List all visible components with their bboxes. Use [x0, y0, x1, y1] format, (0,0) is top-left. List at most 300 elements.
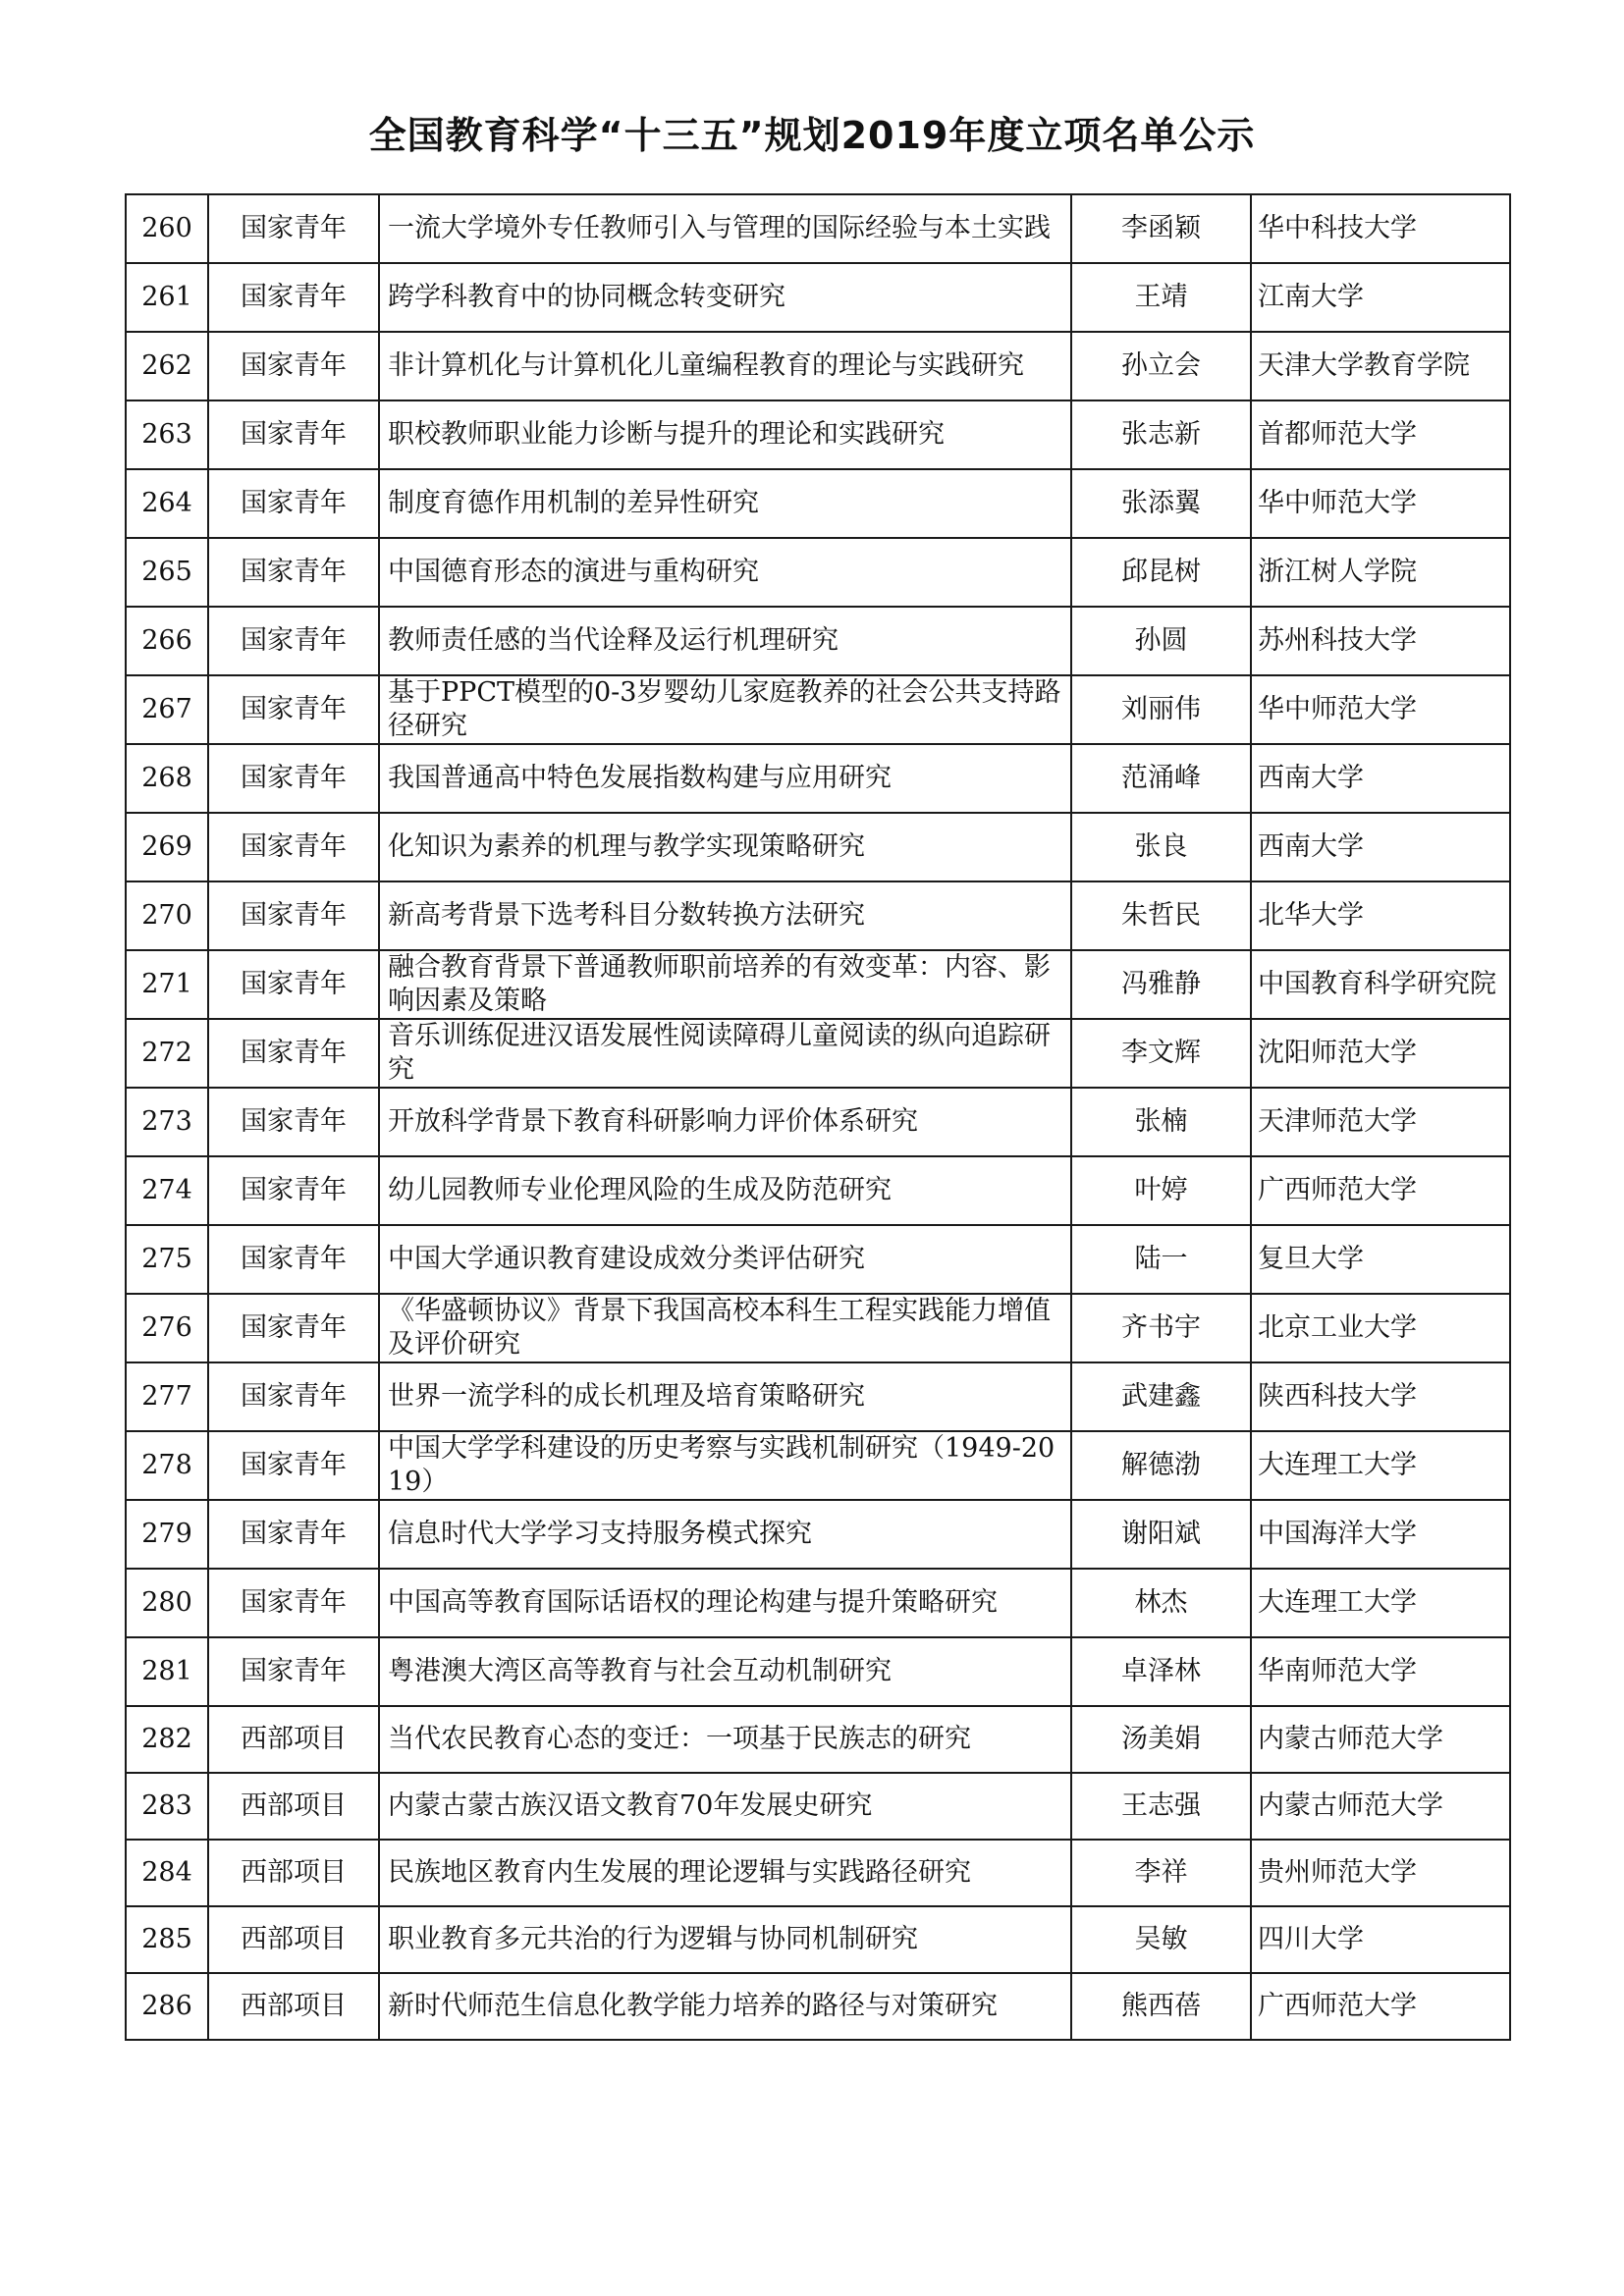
- row-category-text: 西部项目: [241, 1724, 347, 1754]
- row-project-title: [379, 1840, 1071, 1906]
- row-category: [208, 1156, 379, 1225]
- row-principal-investigator-text: 李函颖: [1121, 213, 1201, 243]
- row-institution: [1251, 1431, 1510, 1500]
- row-institution-text: 复旦大学: [1258, 1244, 1364, 1274]
- row-number-text: 278: [141, 1450, 192, 1480]
- row-principal-investigator-text: 熊西蓓: [1121, 1991, 1201, 2021]
- row-principal-investigator-text: 汤美娟: [1121, 1724, 1201, 1754]
- row-institution-text: 北华大学: [1258, 900, 1364, 931]
- row-number: [126, 538, 208, 607]
- row-principal-investigator-text: 卓泽林: [1121, 1656, 1201, 1686]
- row-category: [208, 675, 379, 744]
- row-principal-investigator: [1071, 1906, 1251, 1973]
- row-principal-investigator: [1071, 194, 1251, 263]
- row-project-title: [379, 469, 1071, 538]
- row-institution: [1251, 950, 1510, 1019]
- row-project-title-text: 制度育德作用机制的差异性研究: [388, 488, 759, 518]
- row-number-text: 266: [141, 625, 192, 656]
- row-institution: [1251, 1706, 1510, 1773]
- table-row: [126, 1088, 1510, 1156]
- table-row: [126, 950, 1510, 1019]
- row-category: [208, 469, 379, 538]
- row-number-text: 276: [141, 1312, 192, 1343]
- row-project-title: [379, 1019, 1071, 1088]
- row-institution-text: 沈阳师范大学: [1258, 1038, 1417, 1068]
- row-category: [208, 1637, 379, 1706]
- row-institution: [1251, 675, 1510, 744]
- row-principal-investigator: [1071, 1156, 1251, 1225]
- row-institution-text: 大连理工大学: [1258, 1587, 1417, 1618]
- row-institution: [1251, 1906, 1510, 1973]
- row-project-title-text: 新时代师范生信息化教学能力培养的路径与对策研究: [388, 1991, 998, 2021]
- row-project-title: [379, 950, 1071, 1019]
- table-row: [126, 1431, 1510, 1500]
- row-category: [208, 400, 379, 469]
- row-project-title-text: 中国德育形态的演进与重构研究: [388, 557, 759, 587]
- row-institution-text: 贵州师范大学: [1258, 1857, 1417, 1888]
- row-category-text: 西部项目: [241, 1991, 347, 2021]
- row-principal-investigator: [1071, 1569, 1251, 1637]
- row-institution: [1251, 607, 1510, 675]
- row-principal-investigator: [1071, 1294, 1251, 1362]
- row-category: [208, 744, 379, 813]
- row-project-title-text: 中国大学学科建设的历史考察与实践机制研究（1949-2019）: [388, 1433, 1056, 1497]
- row-project-title: [379, 1500, 1071, 1569]
- row-project-title-text: 幼儿园教师专业伦理风险的生成及防范研究: [388, 1175, 892, 1205]
- row-number-text: 270: [141, 900, 192, 931]
- row-principal-investigator: [1071, 1088, 1251, 1156]
- row-number-text: 264: [141, 488, 192, 518]
- row-number-text: 261: [141, 282, 192, 312]
- row-institution-text: 广西师范大学: [1258, 1175, 1417, 1205]
- row-category-text: 国家青年: [241, 900, 347, 931]
- table-row: [126, 263, 1510, 332]
- row-institution-text: 中国教育科学研究院: [1258, 969, 1496, 999]
- row-principal-investigator-text: 解德渤: [1121, 1450, 1201, 1480]
- row-principal-investigator-text: 邱昆树: [1121, 557, 1201, 587]
- row-category-text: 国家青年: [241, 694, 347, 724]
- table-row: [126, 675, 1510, 744]
- row-project-title: [379, 1637, 1071, 1706]
- row-institution-text: 华中师范大学: [1258, 488, 1417, 518]
- row-project-title: [379, 1906, 1071, 1973]
- row-category: [208, 1500, 379, 1569]
- row-institution: [1251, 538, 1510, 607]
- row-institution: [1251, 744, 1510, 813]
- table-row: [126, 400, 1510, 469]
- row-project-title: [379, 1973, 1071, 2040]
- row-institution: [1251, 1225, 1510, 1294]
- row-number-text: 260: [141, 213, 192, 243]
- row-number: [126, 813, 208, 881]
- table-row: [126, 881, 1510, 950]
- row-institution-text: 江南大学: [1258, 282, 1364, 312]
- row-institution: [1251, 1088, 1510, 1156]
- row-project-title: [379, 194, 1071, 263]
- row-category-text: 国家青年: [241, 763, 347, 793]
- row-project-title: [379, 1362, 1071, 1431]
- row-institution: [1251, 263, 1510, 332]
- row-institution-text: 广西师范大学: [1258, 1991, 1417, 2021]
- row-principal-investigator-text: 谢阳斌: [1121, 1519, 1201, 1549]
- row-number: [126, 400, 208, 469]
- row-principal-investigator-text: 武建鑫: [1121, 1381, 1201, 1412]
- row-category: [208, 263, 379, 332]
- row-principal-investigator: [1071, 1840, 1251, 1906]
- row-category: [208, 950, 379, 1019]
- row-category-text: 西部项目: [241, 1857, 347, 1888]
- row-number-text: 265: [141, 557, 192, 587]
- row-principal-investigator-text: 张楠: [1134, 1106, 1188, 1137]
- row-institution: [1251, 1569, 1510, 1637]
- row-principal-investigator-text: 张良: [1134, 831, 1188, 862]
- row-institution: [1251, 1840, 1510, 1906]
- row-principal-investigator: [1071, 1019, 1251, 1088]
- row-institution: [1251, 469, 1510, 538]
- row-number: [126, 1840, 208, 1906]
- row-number-text: 268: [141, 763, 192, 793]
- table-row: [126, 1156, 1510, 1225]
- row-category-text: 国家青年: [241, 1656, 347, 1686]
- row-number: [126, 1906, 208, 1973]
- row-institution-text: 华南师范大学: [1258, 1656, 1417, 1686]
- row-principal-investigator-text: 冯雅静: [1121, 969, 1201, 999]
- row-category-text: 国家青年: [241, 1038, 347, 1068]
- row-institution: [1251, 400, 1510, 469]
- row-principal-investigator: [1071, 1773, 1251, 1840]
- row-number: [126, 1973, 208, 2040]
- row-principal-investigator-text: 李祥: [1134, 1857, 1188, 1888]
- row-project-title-text: 内蒙古蒙古族汉语文教育70年发展史研究: [388, 1790, 873, 1821]
- table-row: [126, 1569, 1510, 1637]
- row-institution-text: 中国海洋大学: [1258, 1519, 1417, 1549]
- table-row: [126, 1637, 1510, 1706]
- row-principal-investigator: [1071, 1362, 1251, 1431]
- row-number: [126, 1225, 208, 1294]
- row-project-title-text: 中国大学通识教育建设成效分类评估研究: [388, 1244, 865, 1274]
- row-principal-investigator: [1071, 813, 1251, 881]
- table-row: [126, 332, 1510, 400]
- row-project-title: [379, 332, 1071, 400]
- row-principal-investigator-text: 范涌峰: [1121, 763, 1201, 793]
- row-principal-investigator-text: 李文辉: [1121, 1038, 1201, 1068]
- row-category-text: 国家青年: [241, 1175, 347, 1205]
- table-row: [126, 1906, 1510, 1973]
- row-project-title-text: 职校教师职业能力诊断与提升的理论和实践研究: [388, 419, 945, 450]
- row-category: [208, 1294, 379, 1362]
- row-principal-investigator-text: 张志新: [1121, 419, 1201, 450]
- row-number-text: 262: [141, 350, 192, 381]
- row-category: [208, 813, 379, 881]
- row-category-text: 国家青年: [241, 557, 347, 587]
- row-category-text: 国家青年: [241, 625, 347, 656]
- row-principal-investigator-text: 王志强: [1121, 1790, 1201, 1821]
- row-principal-investigator-text: 陆一: [1134, 1244, 1188, 1274]
- row-principal-investigator: [1071, 332, 1251, 400]
- row-institution: [1251, 1500, 1510, 1569]
- row-category: [208, 1569, 379, 1637]
- row-project-title-text: 中国高等教育国际话语权的理论构建与提升策略研究: [388, 1587, 998, 1618]
- row-category-text: 国家青年: [241, 488, 347, 518]
- table-row: [126, 813, 1510, 881]
- table-row: [126, 469, 1510, 538]
- row-principal-investigator: [1071, 881, 1251, 950]
- row-category: [208, 332, 379, 400]
- row-category: [208, 1431, 379, 1500]
- project-list-body: [126, 194, 1510, 2040]
- row-number: [126, 1088, 208, 1156]
- row-category: [208, 1362, 379, 1431]
- row-principal-investigator-text: 孙圆: [1134, 625, 1188, 656]
- row-principal-investigator-text: 张添翼: [1121, 488, 1201, 518]
- row-principal-investigator-text: 吴敏: [1134, 1924, 1188, 1954]
- row-number: [126, 1637, 208, 1706]
- row-number: [126, 1500, 208, 1569]
- row-institution-text: 大连理工大学: [1258, 1450, 1417, 1480]
- row-project-title-text: 融合教育背景下普通教师职前培养的有效变革：内容、影响因素及策略: [388, 952, 1051, 1016]
- row-category: [208, 1706, 379, 1773]
- row-number-text: 280: [141, 1587, 192, 1618]
- row-project-title-text: 民族地区教育内生发展的理论逻辑与实践路径研究: [388, 1857, 971, 1888]
- row-category-text: 国家青年: [241, 419, 347, 450]
- row-institution-text: 西南大学: [1258, 763, 1364, 793]
- row-institution-text: 苏州科技大学: [1258, 625, 1417, 656]
- table-row: [126, 1500, 1510, 1569]
- row-project-title: [379, 813, 1071, 881]
- row-project-title-text: 非计算机化与计算机化儿童编程教育的理论与实践研究: [388, 350, 1024, 381]
- row-number: [126, 881, 208, 950]
- project-list-table: [125, 193, 1511, 2041]
- row-project-title-text: 教师责任感的当代诠释及运行机理研究: [388, 625, 839, 656]
- row-principal-investigator: [1071, 1431, 1251, 1500]
- row-number: [126, 1773, 208, 1840]
- row-number: [126, 1294, 208, 1362]
- row-category-text: 国家青年: [241, 1587, 347, 1618]
- row-institution: [1251, 332, 1510, 400]
- row-institution-text: 天津大学教育学院: [1258, 350, 1470, 381]
- row-institution: [1251, 194, 1510, 263]
- row-project-title-text: 职业教育多元共治的行为逻辑与协同机制研究: [388, 1924, 918, 1954]
- row-institution: [1251, 1362, 1510, 1431]
- row-principal-investigator-text: 叶婷: [1134, 1175, 1188, 1205]
- row-category: [208, 607, 379, 675]
- row-number-text: 269: [141, 831, 192, 862]
- row-principal-investigator: [1071, 1973, 1251, 2040]
- row-principal-investigator: [1071, 675, 1251, 744]
- row-number: [126, 1569, 208, 1637]
- row-number-text: 281: [141, 1656, 192, 1686]
- row-institution: [1251, 1973, 1510, 2040]
- row-principal-investigator-text: 朱哲民: [1121, 900, 1201, 931]
- row-category: [208, 1840, 379, 1906]
- row-project-title: [379, 400, 1071, 469]
- row-number: [126, 950, 208, 1019]
- row-principal-investigator: [1071, 263, 1251, 332]
- row-project-title: [379, 1569, 1071, 1637]
- row-project-title: [379, 744, 1071, 813]
- row-category-text: 国家青年: [241, 1450, 347, 1480]
- row-institution: [1251, 813, 1510, 881]
- row-number-text: 277: [141, 1381, 192, 1412]
- row-institution-text: 内蒙古师范大学: [1258, 1724, 1443, 1754]
- row-project-title-text: 基于PPCT模型的0-3岁婴幼儿家庭教养的社会公共支持路径研究: [388, 677, 1061, 741]
- row-project-title: [379, 538, 1071, 607]
- row-category: [208, 1225, 379, 1294]
- table-row: [126, 1706, 1510, 1773]
- table-row: [126, 1362, 1510, 1431]
- row-number: [126, 332, 208, 400]
- row-project-title: [379, 1706, 1071, 1773]
- row-number-text: 279: [141, 1519, 192, 1549]
- row-institution: [1251, 1019, 1510, 1088]
- row-project-title-text: 跨学科教育中的协同概念转变研究: [388, 282, 785, 312]
- row-project-title: [379, 1773, 1071, 1840]
- row-project-title-text: 当代农民教育心态的变迁：一项基于民族志的研究: [388, 1724, 971, 1754]
- row-number-text: 272: [141, 1038, 192, 1068]
- row-institution-text: 浙江树人学院: [1258, 557, 1417, 587]
- row-project-title-text: 世界一流学科的成长机理及培育策略研究: [388, 1381, 865, 1412]
- row-project-title-text: 《华盛顿协议》背景下我国高校本科生工程实践能力增值及评价研究: [388, 1296, 1051, 1360]
- row-project-title: [379, 1225, 1071, 1294]
- row-number: [126, 1362, 208, 1431]
- row-principal-investigator-text: 刘丽伟: [1121, 694, 1201, 724]
- row-project-title: [379, 263, 1071, 332]
- row-number: [126, 194, 208, 263]
- page-title: 全国教育科学“十三五”规划2019年度立项名单公示: [368, 114, 1256, 157]
- row-principal-investigator-text: 孙立会: [1121, 350, 1201, 381]
- row-institution: [1251, 881, 1510, 950]
- row-category: [208, 1088, 379, 1156]
- row-principal-investigator: [1071, 538, 1251, 607]
- row-institution: [1251, 1156, 1510, 1225]
- row-number: [126, 1019, 208, 1088]
- row-number-text: 283: [141, 1790, 192, 1821]
- row-number: [126, 675, 208, 744]
- row-principal-investigator-text: 林杰: [1134, 1587, 1188, 1618]
- row-number-text: 284: [141, 1857, 192, 1888]
- row-principal-investigator: [1071, 1225, 1251, 1294]
- row-principal-investigator: [1071, 1637, 1251, 1706]
- row-number: [126, 1706, 208, 1773]
- row-category-text: 国家青年: [241, 213, 347, 243]
- row-project-title-text: 一流大学境外专任教师引入与管理的国际经验与本土实践: [388, 213, 1051, 243]
- row-number: [126, 263, 208, 332]
- table-row: [126, 1294, 1510, 1362]
- row-category: [208, 194, 379, 263]
- table-row: [126, 1973, 1510, 2040]
- row-principal-investigator: [1071, 950, 1251, 1019]
- row-number: [126, 744, 208, 813]
- row-project-title-text: 音乐训练促进汉语发展性阅读障碍儿童阅读的纵向追踪研究: [388, 1021, 1051, 1085]
- table-row: [126, 607, 1510, 675]
- row-project-title-text: 开放科学背景下教育科研影响力评价体系研究: [388, 1106, 918, 1137]
- row-project-title-text: 化知识为素养的机理与教学实现策略研究: [388, 831, 865, 862]
- row-institution-text: 北京工业大学: [1258, 1312, 1417, 1343]
- row-number: [126, 469, 208, 538]
- row-category-text: 国家青年: [241, 831, 347, 862]
- row-project-title-text: 新高考背景下选考科目分数转换方法研究: [388, 900, 865, 931]
- row-category-text: 国家青年: [241, 1244, 347, 1274]
- table-row: [126, 1773, 1510, 1840]
- row-institution-text: 华中师范大学: [1258, 694, 1417, 724]
- row-institution-text: 华中科技大学: [1258, 213, 1417, 243]
- table-row: [126, 1225, 1510, 1294]
- row-number: [126, 1156, 208, 1225]
- row-principal-investigator: [1071, 607, 1251, 675]
- row-category-text: 国家青年: [241, 1106, 347, 1137]
- row-category: [208, 1773, 379, 1840]
- row-category: [208, 1906, 379, 1973]
- row-principal-investigator: [1071, 400, 1251, 469]
- row-institution-text: 首都师范大学: [1258, 419, 1417, 450]
- row-institution-text: 西南大学: [1258, 831, 1364, 862]
- table-row: [126, 1019, 1510, 1088]
- row-number-text: 275: [141, 1244, 192, 1274]
- row-project-title-text: 我国普通高中特色发展指数构建与应用研究: [388, 763, 892, 793]
- row-category-text: 国家青年: [241, 282, 347, 312]
- row-category-text: 国家青年: [241, 350, 347, 381]
- row-category-text: 国家青年: [241, 1519, 347, 1549]
- row-number-text: 273: [141, 1106, 192, 1137]
- row-category: [208, 1973, 379, 2040]
- row-category-text: 国家青年: [241, 1381, 347, 1412]
- row-number-text: 285: [141, 1924, 192, 1954]
- row-project-title-text: 信息时代大学学习支持服务模式探究: [388, 1519, 812, 1549]
- row-institution: [1251, 1294, 1510, 1362]
- row-principal-investigator-text: 齐书宇: [1121, 1312, 1201, 1343]
- row-institution-text: 内蒙古师范大学: [1258, 1790, 1443, 1821]
- row-principal-investigator: [1071, 1706, 1251, 1773]
- row-project-title: [379, 1156, 1071, 1225]
- row-number-text: 267: [141, 694, 192, 724]
- row-category: [208, 1019, 379, 1088]
- row-project-title: [379, 675, 1071, 744]
- row-category-text: 国家青年: [241, 1312, 347, 1343]
- row-project-title: [379, 1294, 1071, 1362]
- row-category: [208, 881, 379, 950]
- row-project-title-text: 粤港澳大湾区高等教育与社会互动机制研究: [388, 1656, 892, 1686]
- row-category: [208, 538, 379, 607]
- row-principal-investigator: [1071, 469, 1251, 538]
- row-principal-investigator: [1071, 744, 1251, 813]
- row-number: [126, 607, 208, 675]
- table-row: [126, 1840, 1510, 1906]
- row-institution-text: 陕西科技大学: [1258, 1381, 1417, 1412]
- row-principal-investigator: [1071, 1500, 1251, 1569]
- row-category-text: 国家青年: [241, 969, 347, 999]
- table-row: [126, 194, 1510, 263]
- row-category-text: 西部项目: [241, 1790, 347, 1821]
- row-number: [126, 1431, 208, 1500]
- row-project-title: [379, 607, 1071, 675]
- row-institution-text: 天津师范大学: [1258, 1106, 1417, 1137]
- row-project-title: [379, 881, 1071, 950]
- table-row: [126, 538, 1510, 607]
- row-institution: [1251, 1637, 1510, 1706]
- row-institution-text: 四川大学: [1258, 1924, 1364, 1954]
- row-number-text: 263: [141, 419, 192, 450]
- row-project-title: [379, 1431, 1071, 1500]
- row-category-text: 西部项目: [241, 1924, 347, 1954]
- row-principal-investigator-text: 王靖: [1134, 282, 1188, 312]
- row-number-text: 271: [141, 969, 192, 999]
- row-number-text: 282: [141, 1724, 192, 1754]
- row-number-text: 286: [141, 1991, 192, 2021]
- row-institution: [1251, 1773, 1510, 1840]
- row-number-text: 274: [141, 1175, 192, 1205]
- row-project-title: [379, 1088, 1071, 1156]
- table-row: [126, 744, 1510, 813]
